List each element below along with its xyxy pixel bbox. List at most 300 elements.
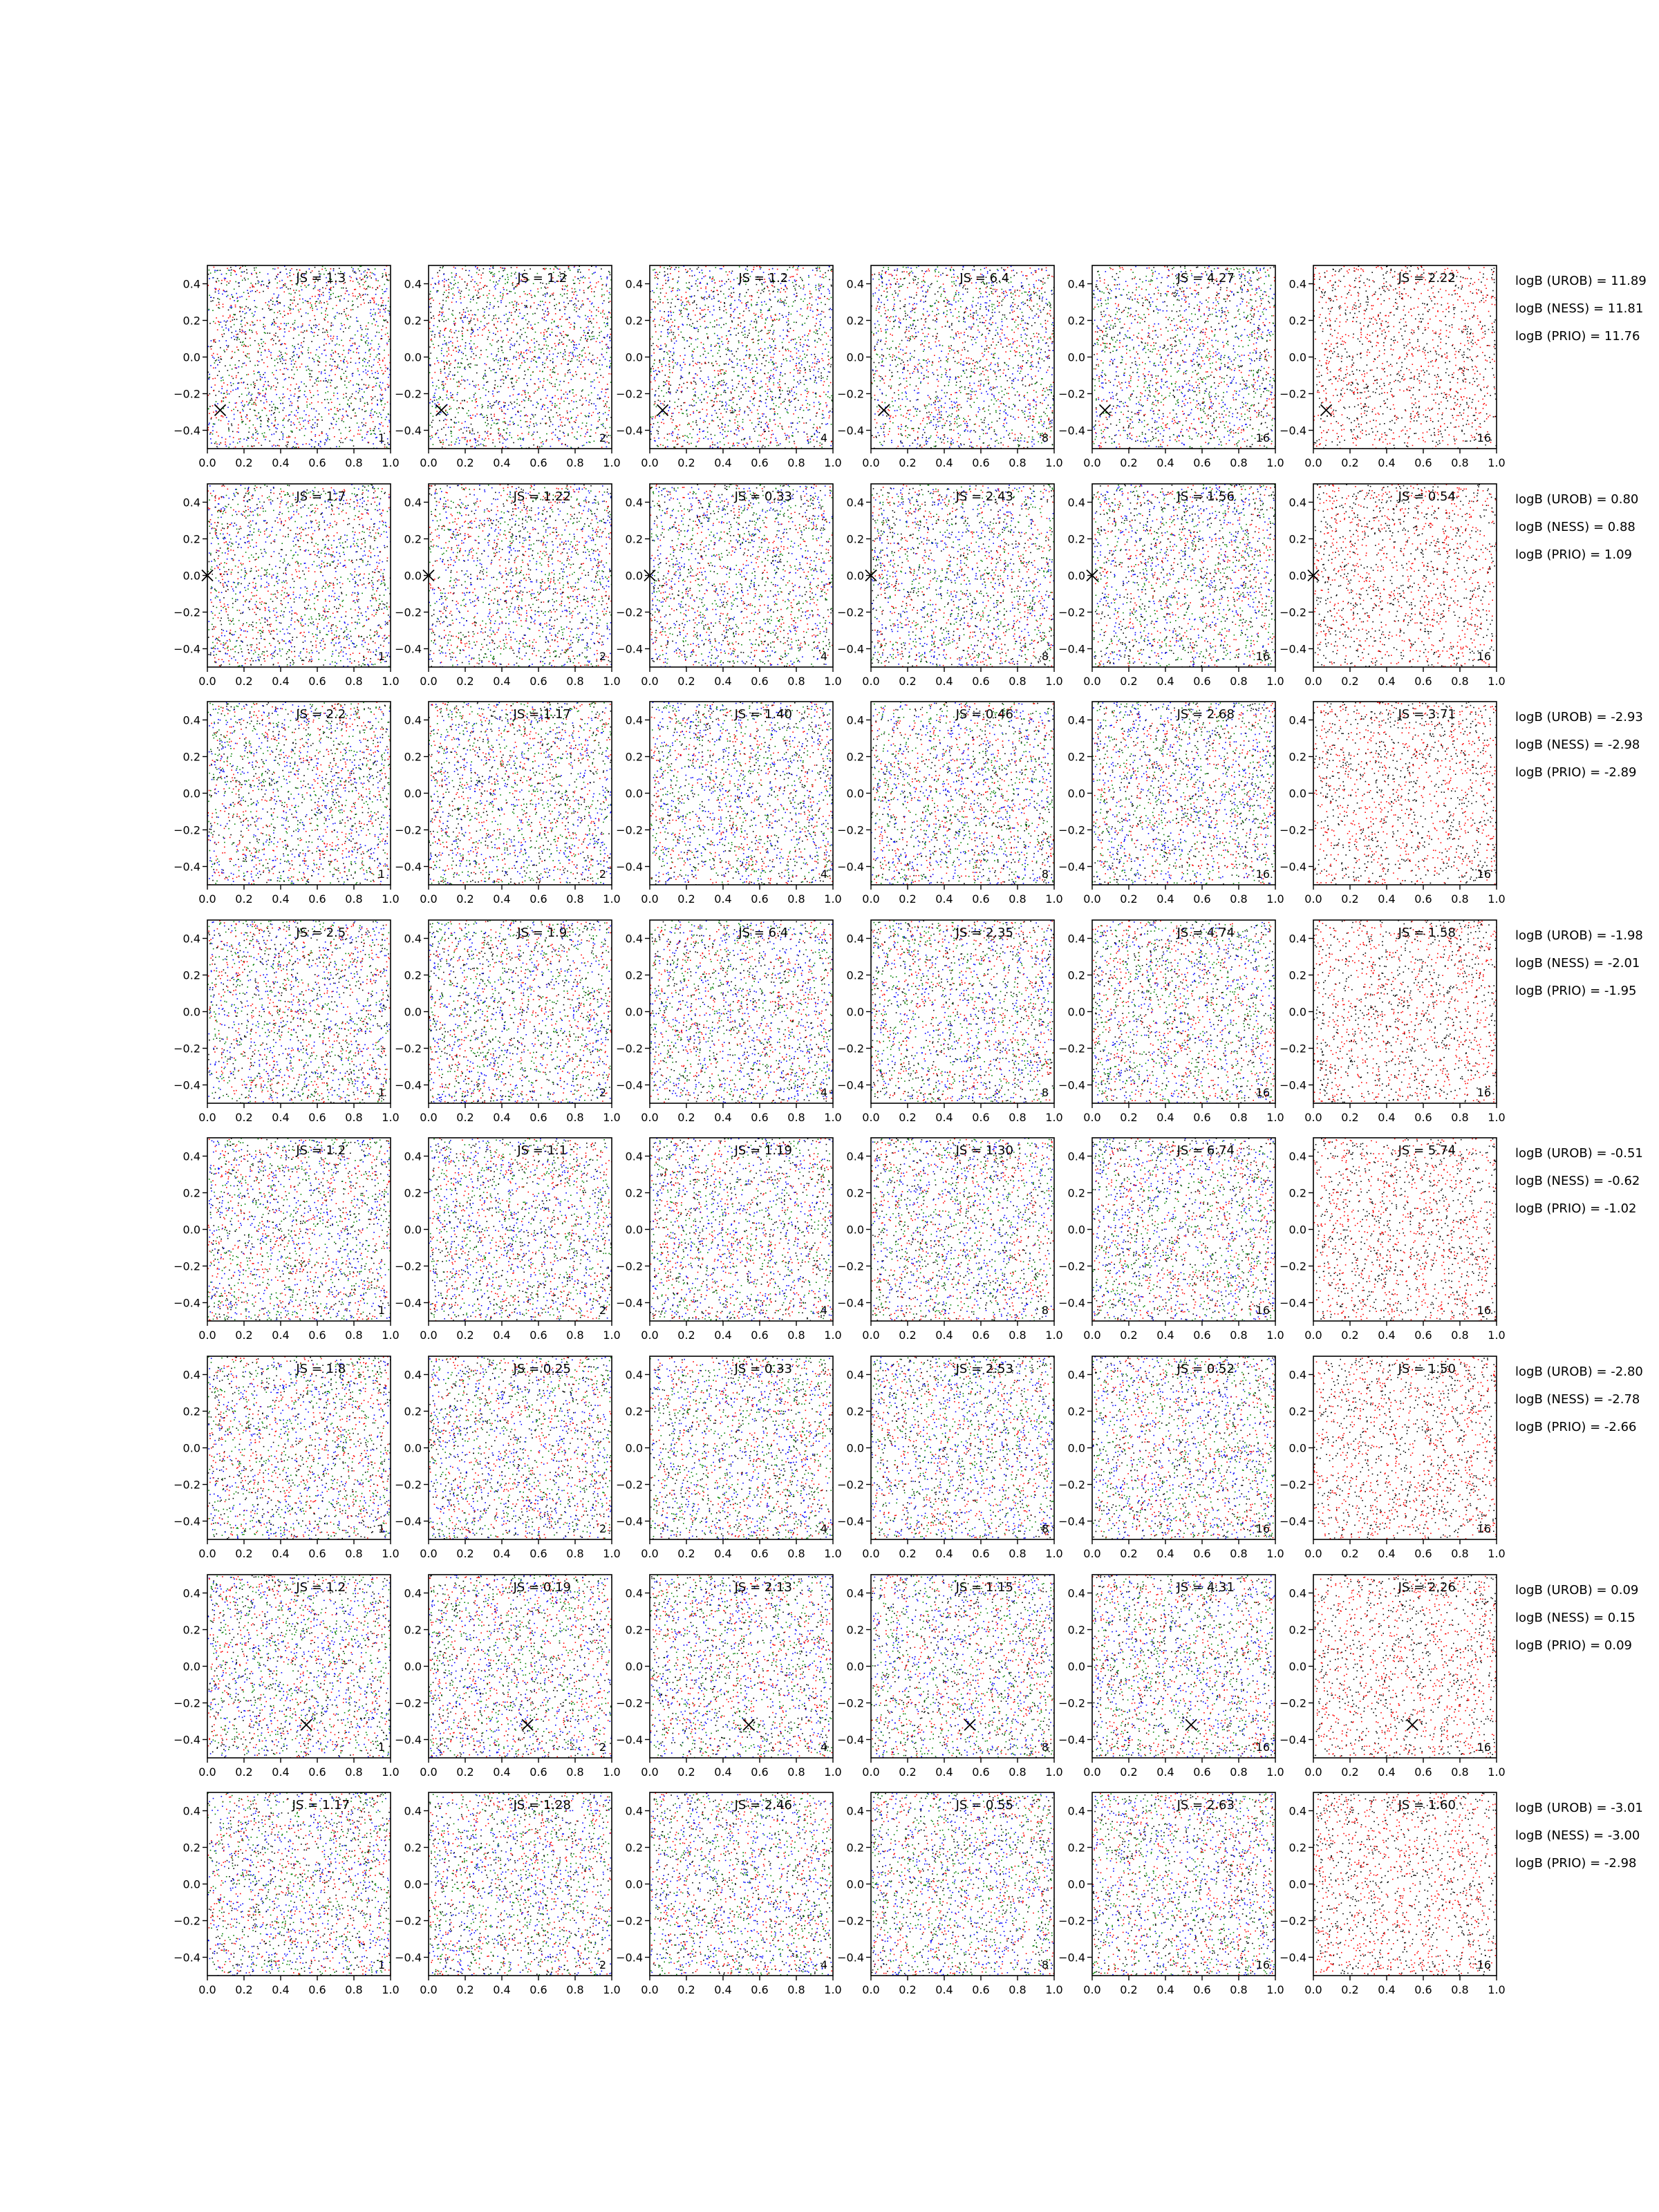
scatter-point xyxy=(268,427,270,428)
scatter-point xyxy=(475,364,476,366)
scatter-point xyxy=(692,302,693,303)
scatter-point xyxy=(605,404,606,406)
scatter-point xyxy=(498,430,500,431)
scatter-point xyxy=(254,340,256,341)
scatter-point xyxy=(290,327,292,328)
scatter-point xyxy=(552,294,553,295)
scatter-point xyxy=(720,318,721,319)
scatter-point xyxy=(455,283,456,284)
scatter-point xyxy=(471,328,473,329)
scatter-point xyxy=(315,306,317,307)
scatter-point xyxy=(236,339,238,341)
scatter-point xyxy=(241,415,242,417)
scatter-point xyxy=(342,354,344,355)
scatter-point xyxy=(497,386,498,387)
scatter-point xyxy=(217,329,218,330)
scatter-point xyxy=(497,283,498,285)
scatter-point xyxy=(652,427,653,428)
scatter-point xyxy=(385,390,386,391)
scatter-point xyxy=(386,274,387,276)
scatter-point xyxy=(786,303,787,304)
scatter-point xyxy=(729,289,730,290)
scatter-point xyxy=(662,371,664,372)
scatter-point xyxy=(268,286,269,288)
scatter-point xyxy=(487,297,489,299)
scatter-point xyxy=(529,396,531,397)
scatter-point xyxy=(697,279,699,280)
scatter-point xyxy=(583,359,585,361)
scatter-point xyxy=(666,384,667,385)
scatter-point xyxy=(366,434,368,435)
scatter-point xyxy=(771,430,773,431)
scatter-point xyxy=(293,290,294,291)
scatter-point xyxy=(334,436,335,438)
scatter-point xyxy=(223,401,224,402)
scatter-point xyxy=(250,361,251,362)
scatter-point xyxy=(458,382,460,384)
scatter-point xyxy=(706,298,708,299)
scatter-point xyxy=(525,332,526,333)
scatter-point xyxy=(595,409,597,410)
scatter-panel xyxy=(395,265,621,469)
scatter-point xyxy=(325,407,326,409)
scatter-point xyxy=(346,376,348,377)
scatter-point xyxy=(512,322,513,324)
scatter-point xyxy=(650,431,652,433)
scatter-point xyxy=(555,335,556,337)
scatter-point xyxy=(493,404,494,406)
scatter-point xyxy=(817,333,818,335)
scatter-point xyxy=(503,289,505,290)
scatter-point xyxy=(230,267,232,268)
scatter-point xyxy=(799,373,800,374)
scatter-point xyxy=(695,422,697,424)
scatter-point xyxy=(554,384,556,385)
scatter-point xyxy=(800,360,802,362)
scatter-point xyxy=(733,412,734,413)
y-tick-label: 0.0 xyxy=(404,351,422,364)
scatter-point xyxy=(506,290,507,291)
scatter-point xyxy=(476,283,478,285)
scatter-point xyxy=(241,419,243,420)
scatter-point xyxy=(572,427,573,428)
scatter-point xyxy=(579,269,580,270)
scatter-point xyxy=(528,433,529,435)
scatter-point xyxy=(597,322,598,324)
scatter-point xyxy=(290,431,292,432)
scatter-point xyxy=(373,364,375,366)
scatter-point xyxy=(670,273,671,274)
scatter-point xyxy=(253,402,254,404)
scatter-point xyxy=(767,317,768,319)
scatter-point xyxy=(582,397,583,399)
scatter-point xyxy=(539,357,541,359)
scatter-point xyxy=(537,390,538,391)
scatter-point xyxy=(440,337,441,338)
scatter-point xyxy=(266,415,268,416)
scatter-point xyxy=(731,286,732,288)
scatter-point xyxy=(274,312,275,314)
scatter-point xyxy=(287,442,288,443)
scatter-panel xyxy=(174,265,400,469)
scatter-point xyxy=(242,400,243,402)
scatter-point xyxy=(349,406,350,408)
scatter-point xyxy=(236,431,238,433)
scatter-point xyxy=(389,422,391,423)
scatter-point xyxy=(506,335,507,336)
scatter-point xyxy=(524,407,525,409)
scatter-point xyxy=(657,278,659,279)
scatter-point xyxy=(700,418,701,420)
scatter-point xyxy=(320,380,321,382)
scatter-point xyxy=(359,277,361,279)
scatter-point xyxy=(602,317,603,318)
scatter-point xyxy=(231,308,232,309)
scatter-point xyxy=(485,317,486,319)
scatter-point xyxy=(554,343,556,344)
scatter-point xyxy=(235,306,236,308)
scatter-point xyxy=(668,302,669,303)
scatter-point xyxy=(556,267,557,268)
scatter-point xyxy=(798,358,800,359)
scatter-point xyxy=(344,384,346,386)
scatter-point xyxy=(588,270,590,271)
scatter-point xyxy=(270,355,272,356)
scatter-point xyxy=(291,369,292,371)
scatter-point xyxy=(389,315,391,316)
scatter-point xyxy=(576,417,577,418)
scatter-point xyxy=(234,336,235,337)
scatter-point xyxy=(379,309,381,310)
scatter-point xyxy=(214,297,215,299)
scatter-point xyxy=(450,329,451,330)
scatter-point xyxy=(591,424,592,426)
scatter-point xyxy=(478,285,479,286)
scatter-point xyxy=(505,405,506,406)
scatter-point xyxy=(718,395,720,396)
scatter-point xyxy=(441,315,442,317)
scatter-point xyxy=(532,313,534,315)
scatter-point xyxy=(297,418,299,420)
scatter-point xyxy=(749,349,751,350)
scatter-point xyxy=(437,326,438,328)
scatter-point xyxy=(233,409,234,411)
scatter-point xyxy=(256,397,257,399)
scatter-point xyxy=(815,287,816,288)
scatter-point xyxy=(807,436,809,438)
scatter-point xyxy=(709,276,711,278)
scatter-point xyxy=(490,273,491,274)
scatter-point xyxy=(325,310,326,312)
scatter-point xyxy=(546,440,547,441)
scatter-point xyxy=(436,386,438,387)
scatter-point xyxy=(485,363,486,364)
scatter-point xyxy=(436,292,438,293)
scatter-point xyxy=(429,328,431,329)
scatter-point xyxy=(728,330,729,332)
scatter-point xyxy=(261,355,262,356)
scatter-point xyxy=(585,426,587,427)
scatter-point xyxy=(329,299,330,300)
scatter-point xyxy=(340,328,341,330)
scatter-point xyxy=(268,304,269,306)
scatter-point xyxy=(218,290,219,292)
scatter-point xyxy=(211,340,212,341)
scatter-point xyxy=(675,336,676,337)
scatter-point xyxy=(556,326,557,328)
scatter-point xyxy=(496,281,497,283)
scatter-point xyxy=(290,395,292,396)
scatter-point xyxy=(368,302,369,303)
scatter-point xyxy=(236,346,238,348)
scatter-point xyxy=(239,441,241,442)
scatter-point xyxy=(664,423,665,424)
scatter-point xyxy=(500,302,502,303)
scatter-point xyxy=(248,374,250,375)
scatter-point xyxy=(385,272,386,274)
scatter-point xyxy=(471,424,472,425)
scatter-point xyxy=(468,324,469,325)
scatter-point xyxy=(561,341,563,343)
scatter-point xyxy=(559,403,561,404)
scatter-point xyxy=(431,335,433,336)
scatter-point xyxy=(277,312,279,313)
scatter-point xyxy=(796,368,798,369)
scatter-point xyxy=(607,325,608,326)
scatter-point xyxy=(557,415,559,417)
scatter-point xyxy=(492,420,494,422)
scatter-point xyxy=(335,297,337,298)
scatter-point xyxy=(353,293,354,294)
scatter-point xyxy=(226,391,227,393)
scatter-point xyxy=(252,435,254,436)
scatter-point xyxy=(655,301,656,303)
scatter-point xyxy=(243,406,245,407)
scatter-point xyxy=(480,354,482,355)
scatter-point xyxy=(263,317,265,319)
scatter-point xyxy=(375,268,376,270)
scatter-point xyxy=(253,404,254,405)
scatter-point xyxy=(439,312,440,313)
scatter-point xyxy=(452,394,453,395)
scatter-point xyxy=(265,326,266,327)
scatter-point xyxy=(339,440,340,442)
scatter-point xyxy=(447,414,449,415)
scatter-point xyxy=(686,413,688,415)
scatter-point xyxy=(261,445,263,447)
scatter-point xyxy=(489,304,491,306)
scatter-point xyxy=(291,364,292,365)
scatter-point xyxy=(577,355,579,357)
scatter-point xyxy=(332,293,334,294)
scatter-point xyxy=(494,315,495,317)
scatter-point xyxy=(765,402,767,404)
scatter-point xyxy=(319,371,320,373)
scatter-point xyxy=(294,328,296,330)
scatter-point xyxy=(283,435,284,436)
scatter-point xyxy=(329,297,330,298)
scatter-point xyxy=(693,357,694,359)
scatter-point xyxy=(379,358,380,359)
scatter-point xyxy=(547,315,549,316)
scatter-point xyxy=(276,394,277,395)
scatter-point xyxy=(221,386,223,387)
scatter-point xyxy=(500,435,501,437)
scatter-point xyxy=(482,335,483,336)
scatter-point xyxy=(692,355,693,356)
scatter-point xyxy=(253,371,254,372)
scatter-point xyxy=(699,438,700,440)
scatter-point xyxy=(275,279,276,280)
scatter-point xyxy=(814,380,816,382)
scatter-point xyxy=(712,315,713,316)
scatter-point xyxy=(724,409,726,410)
scatter-point xyxy=(242,422,243,424)
scatter-point xyxy=(465,388,466,389)
scatter-point xyxy=(284,379,285,381)
scatter-point xyxy=(208,274,209,275)
scatter-point xyxy=(549,382,550,384)
scatter-point xyxy=(608,302,610,303)
scatter-point xyxy=(567,411,568,412)
scatter-point xyxy=(550,369,552,371)
scatter-point xyxy=(700,368,701,369)
scatter-point xyxy=(387,402,388,403)
scatter-point xyxy=(583,444,585,446)
scatter-point xyxy=(274,294,275,295)
scatter-point xyxy=(321,307,323,308)
scatter-point xyxy=(796,348,798,350)
scatter-point xyxy=(599,360,601,362)
scatter-point xyxy=(294,320,296,321)
scatter-point xyxy=(495,372,496,373)
scatter-point xyxy=(502,299,503,300)
scatter-point xyxy=(561,398,562,400)
scatter-point xyxy=(359,294,361,296)
scatter-point xyxy=(209,393,211,395)
scatter-point xyxy=(268,418,269,420)
scatter-point xyxy=(377,280,379,281)
scatter-point xyxy=(364,358,365,359)
scatter-point xyxy=(525,362,526,363)
scatter-point xyxy=(481,278,482,279)
scatter-point xyxy=(539,447,541,448)
scatter-point xyxy=(466,431,467,432)
scatter-point xyxy=(516,341,518,342)
scatter-point xyxy=(336,446,337,447)
scatter-point xyxy=(469,431,471,433)
scatter-point xyxy=(599,382,600,383)
scatter-point xyxy=(657,433,659,435)
scatter-point xyxy=(746,377,747,379)
scatter-point xyxy=(247,404,249,406)
scatter-point xyxy=(528,321,529,323)
scatter-point xyxy=(716,401,718,402)
scatter-point xyxy=(377,416,379,418)
scatter-point xyxy=(274,321,275,322)
scatter-point xyxy=(370,428,371,429)
scatter-point xyxy=(229,315,231,316)
scatter-point xyxy=(553,416,554,418)
scatter-point xyxy=(345,427,346,429)
scatter-point xyxy=(228,427,229,429)
scatter-point xyxy=(368,371,369,372)
scatter-point xyxy=(433,385,434,386)
scatter-point xyxy=(828,371,830,373)
scatter-point xyxy=(570,324,572,325)
scatter-point xyxy=(454,422,456,424)
scatter-point xyxy=(465,312,467,313)
scatter-point xyxy=(365,343,366,344)
scatter-point xyxy=(576,438,577,440)
scatter-point xyxy=(333,393,335,394)
scatter-point xyxy=(583,282,584,283)
scatter-point xyxy=(355,398,357,400)
scatter-point xyxy=(453,379,455,380)
scatter-point xyxy=(503,375,504,377)
scatter-point xyxy=(509,424,511,426)
scatter-point xyxy=(232,351,233,353)
scatter-point xyxy=(697,290,699,292)
scatter-point xyxy=(284,285,285,286)
scatter-point xyxy=(487,417,488,418)
scatter-point xyxy=(574,395,575,397)
scatter-point xyxy=(529,367,530,368)
scatter-point xyxy=(388,341,390,342)
scatter-point xyxy=(364,438,366,439)
scatter-point xyxy=(382,316,384,317)
scatter-point xyxy=(800,409,801,411)
scatter-point xyxy=(345,328,346,329)
scatter-point xyxy=(244,317,245,319)
scatter-point xyxy=(496,356,497,357)
scatter-point xyxy=(572,292,573,293)
scatter-point xyxy=(601,354,603,355)
scatter-point xyxy=(609,272,610,274)
scatter-point xyxy=(343,421,344,422)
scatter-point xyxy=(247,279,249,280)
scatter-point xyxy=(495,315,496,316)
scatter-point xyxy=(350,338,352,339)
scatter-point xyxy=(290,304,291,306)
scatter-point xyxy=(438,437,440,438)
scatter-point xyxy=(749,438,751,440)
scatter-point xyxy=(545,415,546,417)
scatter-point xyxy=(209,270,210,271)
scatter-point xyxy=(729,420,731,422)
scatter-point xyxy=(690,414,691,415)
scatter-point xyxy=(379,385,380,386)
scatter-point xyxy=(569,339,570,341)
scatter-point xyxy=(500,386,502,387)
scatter-point xyxy=(515,414,516,415)
scatter-point xyxy=(754,393,756,394)
scatter-point xyxy=(474,397,475,398)
scatter-point xyxy=(669,401,671,402)
x-tick-label: 1.0 xyxy=(603,456,620,469)
scatter-point xyxy=(808,316,809,317)
scatter-point xyxy=(516,359,518,361)
scatter-point xyxy=(586,327,588,328)
scatter-point xyxy=(722,369,724,371)
scatter-point xyxy=(537,431,538,433)
scatter-point xyxy=(240,413,241,414)
scatter-point xyxy=(692,323,693,324)
scatter-point xyxy=(315,447,316,448)
scatter-point xyxy=(495,285,496,286)
scatter-point xyxy=(364,384,365,386)
scatter-point xyxy=(491,405,493,406)
